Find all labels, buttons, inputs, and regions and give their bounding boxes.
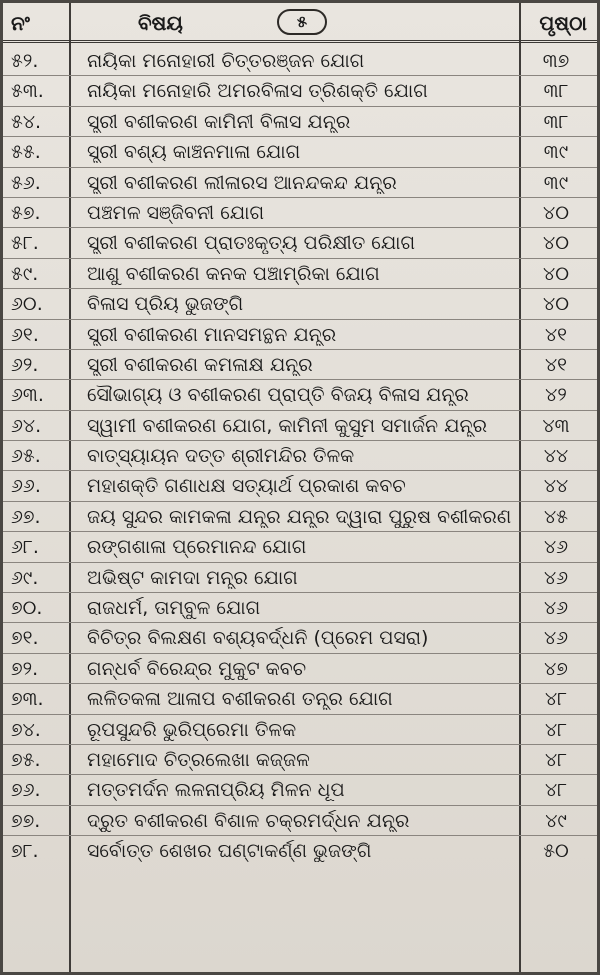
entry-page: ୪୪ <box>543 475 569 498</box>
list-item <box>3 228 597 258</box>
entry-number: ୭୩. <box>11 688 44 711</box>
list-item <box>3 745 597 775</box>
entry-page: ୪୮ <box>544 779 568 802</box>
list-item <box>3 715 597 745</box>
entry-title: ସ୍ତ୍ରୀ ବଶୀକରଣ ମାନସମନ୍ଥନ ଯନ୍ତ୍ର <box>87 323 337 346</box>
header-page: ପୃଷ୍ଠା <box>539 11 587 35</box>
list-item <box>3 684 597 714</box>
list-item <box>3 198 597 228</box>
list-item <box>3 806 597 836</box>
entry-number: ୬୨. <box>11 353 39 376</box>
entry-number: ୭୧. <box>11 627 39 650</box>
entry-page: ୪୬ <box>543 627 569 650</box>
entry-number: ୬୫. <box>11 445 41 468</box>
entry-number: ୫୭. <box>11 201 41 224</box>
header-number: ନଂ <box>11 11 30 35</box>
entry-title: ରାଜଧର୍ମ, ତାମ୍ବୁଳ ଯୋଗ <box>87 597 261 620</box>
entry-page: ୩୯ <box>543 171 569 194</box>
entry-page: ୪୨ <box>545 384 567 407</box>
list-item <box>3 623 597 653</box>
entry-number: ୫୫. <box>11 141 41 164</box>
entry-page: ୪୪ <box>543 445 569 468</box>
entry-page: ୪୦ <box>543 293 569 316</box>
entry-title: ମହାମୋଦ ଚିତ୍ରଲେଖା କଜ୍ଜଳ <box>87 748 310 771</box>
entry-title: ଲଳିତକଳା ଆଳାପ ବଶୀକରଣ ତନ୍ତ୍ର ଯୋଗ <box>87 688 393 711</box>
entry-number: ୬୮. <box>11 536 39 559</box>
entry-number: ୭୭. <box>11 809 41 832</box>
entry-number: ୫୯. <box>11 262 39 285</box>
list-item <box>3 654 597 684</box>
entry-number: ୬୯. <box>11 566 39 589</box>
list-item <box>3 380 597 410</box>
list-item <box>3 593 597 623</box>
entry-title: ରୂପସୁନ୍ଦରି ଭୁରିପ୍ରେମା ତିଳକ <box>87 718 297 741</box>
entry-number: ୫୬. <box>11 171 41 194</box>
entry-page: ୩୯ <box>543 141 569 164</box>
entry-page: ୩୮ <box>543 80 569 103</box>
entry-title: ନାୟିକା ମନୋହାରୀ ଚିତ୍ତରଞ୍ଜନ ଯୋଗ <box>87 50 365 72</box>
entry-page: ୩୮ <box>543 110 569 133</box>
entry-page: ୪୧ <box>544 323 568 346</box>
list-item <box>3 137 597 167</box>
list-item <box>3 411 597 441</box>
entry-page: ୪୮ <box>544 688 568 711</box>
entry-title: ସ୍ତ୍ରୀ ବଶୀକରଣ କାମିନୀ ବିଳାସ ଯନ୍ତ୍ର <box>87 110 351 133</box>
entry-title: ମତ୍ତମର୍ଦନ ଲଳନାପ୍ରିୟ ମିଳନ ଧୂପ <box>87 779 345 802</box>
entry-page: ୩୭ <box>542 50 570 72</box>
entry-number: ୫୨. <box>11 50 39 72</box>
entry-title: ସ୍ତ୍ରୀ ବଶୀକରଣ କମଳାକ୍ଷ ଯନ୍ତ୍ର <box>87 353 313 376</box>
entry-title: ମହାଶକ୍ତି ଗଣାଧକ୍ଷ ସତ୍ୟାର୍ଥ ପ୍ରକାଶ କବଚ <box>87 475 406 498</box>
entry-number: ୭୦. <box>11 597 43 620</box>
entry-title: ସ୍ତ୍ରୀ ବଶ୍ୟ କାଞ୍ଚନମାଳା ଯୋଗ <box>87 141 301 164</box>
entry-number: ୭୨. <box>11 657 39 680</box>
entry-number: ୬୬. <box>11 475 41 498</box>
entry-number: ୭୬. <box>11 779 41 802</box>
page-number-badge: ୫ <box>277 9 327 35</box>
entry-number: ୬୧. <box>11 323 39 346</box>
entry-title: ସ୍ୱାମୀ ବଶୀକରଣ ଯୋଗ, କାମିନୀ କୁସୁମ ସମାର୍ଜନ ଯନ୍ତ୍ର <box>87 414 487 437</box>
entry-page: ୫୦ <box>543 840 569 863</box>
list-item <box>3 168 597 198</box>
entry-page: ୪୩ <box>542 414 570 437</box>
entry-number: ୬୩. <box>11 384 44 407</box>
entry-number: ୬୭. <box>11 505 41 528</box>
entry-title: ଗନ୍ଧର୍ବ ବିରେନ୍ଦ୍ର ମୁକୁଟ କବଚ <box>87 657 307 680</box>
list-item <box>3 775 597 805</box>
entry-title: ଅଭିଷ୍ଟ କାମଦା ମନ୍ତ୍ର ଯୋଗ <box>87 566 298 589</box>
entry-number: ୭୮. <box>11 840 39 863</box>
entry-title: ପଞ୍ଚମଳ ସଞ୍ଜିବନୀ ଯୋଗ <box>87 201 265 224</box>
entry-number: ୭୪. <box>11 718 41 741</box>
entry-number: ୬୦. <box>11 293 43 316</box>
list-item <box>3 350 597 380</box>
entry-page: ୪୦ <box>543 262 569 285</box>
entry-title: ବାତ୍ସ୍ୟାୟନ ଦତ୍ତ ଶ୍ରୀମନ୍ଦିର ତିଳକ <box>87 445 355 468</box>
entry-page: ୪୦ <box>543 232 569 255</box>
entry-page: ୪୮ <box>544 748 568 771</box>
entry-title: ଦ୍ରୁତ ବଶୀକରଣ ବିଶାଳ ଚକ୍ରମର୍ଦ୍ଧନ ଯନ୍ତ୍ର <box>87 809 410 832</box>
list-item <box>3 107 597 137</box>
list-item <box>3 532 597 562</box>
entry-page: ୪୭ <box>544 657 568 680</box>
list-item <box>3 563 597 593</box>
list-item <box>3 441 597 471</box>
entry-title: ବିଳାସ ପ୍ରିୟ ଭୁଜଙ୍ଗି <box>87 293 244 316</box>
list-item <box>3 289 597 319</box>
entry-number: ୫୪. <box>11 110 42 133</box>
entry-title: ରଙ୍ଗଶାଳା ପ୍ରେମାନନ୍ଦ ଯୋଗ <box>87 536 307 559</box>
entry-title: ଜୟ ସୁନ୍ଦର କାମକଳା ଯନ୍ତ୍ର ଯନ୍ତ୍ର ଦ୍ୱାରା ପୁରୁଷ ବଶୀକରଣ <box>87 505 512 528</box>
entry-number: ୫୮. <box>11 232 39 255</box>
list-item <box>3 259 597 289</box>
entry-page: ୪୮ <box>544 718 568 741</box>
entry-page: ୪୬ <box>543 536 569 559</box>
entry-number: ୬୪. <box>11 414 42 437</box>
entry-title: ସ୍ତ୍ରୀ ବଶୀକରଣ ପ୍ରାତଃକୃତ୍ୟ ପରିକ୍ଷୀତ ଯୋଗ <box>87 232 416 255</box>
list-item <box>3 76 597 106</box>
entry-page: ୪୧ <box>544 353 568 376</box>
table-header <box>3 3 597 43</box>
list-item <box>3 471 597 501</box>
entry-number: ୫୩. <box>11 80 44 103</box>
entry-title: ଆଶୁ ବଶୀକରଣ କନକ ପଞ୍ଚାମ୍ରିକା ଯୋଗ <box>87 262 380 285</box>
entry-number: ୭୫. <box>11 748 41 771</box>
entry-page: ୪୫ <box>543 505 569 528</box>
list-item <box>3 320 597 350</box>
list-item <box>3 836 597 866</box>
contents-list <box>3 46 597 867</box>
entry-page: ୪୦ <box>543 201 569 224</box>
entry-page: ୪୬ <box>543 566 569 589</box>
entry-page: ୪୬ <box>543 597 569 620</box>
entry-title: ସୌଭାଗ୍ୟ ଓ ବଶୀକରଣ ପ୍ରାପ୍ତି ବିଜୟ ବିଳାସ ଯନ୍ତ୍ର <box>87 384 469 407</box>
entry-title: ନାୟିକା ମନୋହାରି ଅମରବିଳାସ ତ୍ରିଶକ୍ତି ଯୋଗ <box>87 80 428 103</box>
entry-page: ୪୯ <box>545 809 567 832</box>
header-subject: ବିଷୟ <box>138 11 183 35</box>
entry-title: ସ୍ତ୍ରୀ ବଶୀକରଣ ଲୀଳାରସ ଆନନ୍ଦକନ୍ଦ ଯନ୍ତ୍ର <box>87 171 397 194</box>
entry-title: ସର୍ବୋତ୍ତ ଶେଖର ଘଣ୍ଟାକର୍ଣ୍ଣ ଭୁଜଙ୍ଗି <box>87 840 372 863</box>
list-item <box>3 502 597 532</box>
entry-title: ବିଚିତ୍ର ବିଲକ୍ଷଣ ବଶ୍ୟବର୍ଦ୍ଧନି (ପ୍ରେମ ପସରା) <box>87 627 429 650</box>
list-item <box>3 46 597 76</box>
